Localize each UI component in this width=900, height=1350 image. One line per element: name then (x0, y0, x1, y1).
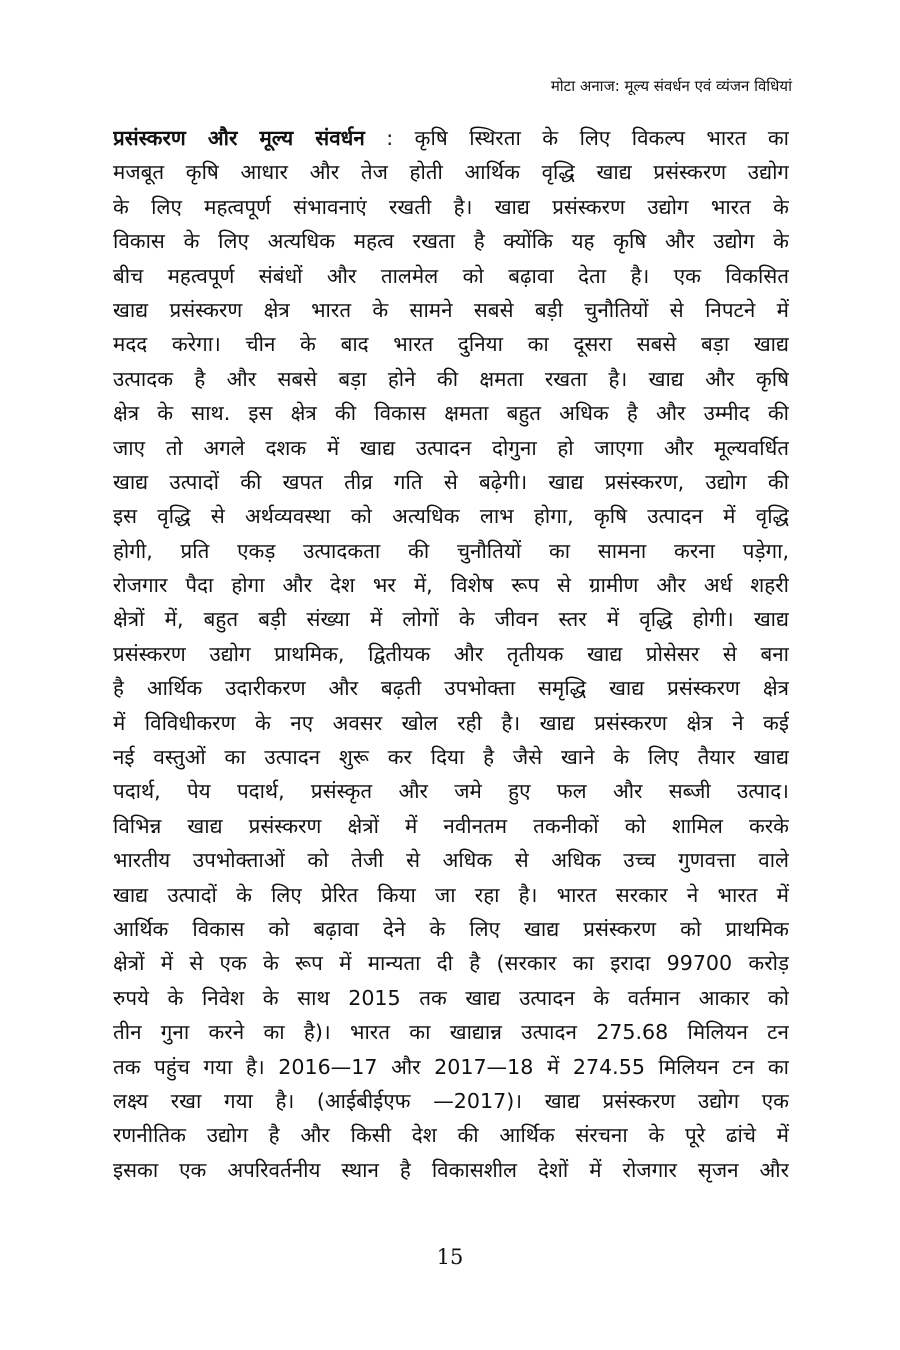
paragraph-line: के लिए महत्वपूर्ण संभावनाएं रखती है। खाद्य प्रसंस्करण उद्योग भारत के (113, 194, 789, 219)
paragraph-line: मजबूत कृषि आधार और तेज होती आर्थिक वृद्धि खाद्य प्रसंस्करण उद्योग (113, 160, 789, 185)
paragraph-line: खाद्य प्रसंस्करण क्षेत्र भारत के सामने सबसे बड़ी चुनौतियों से निपटने में (113, 297, 789, 322)
paragraph-line: होगी, प्रति एकड़ उत्पादकता की चुनौतियों का सामना करना पड़ेगा, (113, 538, 789, 563)
paragraph-line: मदद करेगा। चीन के बाद भारत दुनिया का दूसरा सबसे बड़ा खाद्य (113, 332, 789, 357)
paragraph-line-text: : कृषि स्थिरता के लिए विकल्प भारत का (386, 126, 789, 150)
paragraph-line: प्रसंस्करण उद्योग प्राथमिक, द्वितीयक और तृतीयक खाद्य प्रोसेसर से बना (113, 641, 789, 666)
paragraph-line: आर्थिक विकास को बढ़ावा देने के लिए खाद्य प्रसंस्करण को प्राथमिक (113, 916, 789, 941)
paragraph-line: लक्ष्य रखा गया है। (आईबीईएफ —2017)। खाद्य प्रसंस्करण उद्योग एक (113, 1088, 789, 1113)
paragraph-line (113, 121, 789, 155)
body-paragraph (113, 121, 789, 1187)
lead-term: प्रसंस्करण और मूल्य संवर्धन (113, 126, 365, 150)
paragraph-line: में विविधीकरण के नए अवसर खोल रही है। खाद्य प्रसंस्करण क्षेत्र ने कई (113, 710, 789, 735)
paragraph-line: खाद्य उत्पादों के लिए प्रेरित किया जा रहा है। भारत सरकार ने भारत में (113, 882, 789, 907)
paragraph-line: नई वस्तुओं का उत्पादन शुरू कर दिया है जैसे खाने के लिए तैयार खाद्य (113, 745, 789, 770)
paragraph-line: विकास के लिए अत्यधिक महत्व रखता है क्योंकि यह कृषि और उद्योग के (113, 229, 789, 254)
paragraph-line: क्षेत्रों में, बहुत बड़ी संख्या में लोगों के जीवन स्तर में वृद्धि होगी। खाद्य (113, 607, 789, 632)
paragraph-line: इसका एक अपरिवर्तनीय स्थान है विकासशील देशों में रोजगार सृजन और (113, 1157, 789, 1182)
paragraph-line: है आर्थिक उदारीकरण और बढ़ती उपभोक्ता समृद्धि खाद्य प्रसंस्करण क्षेत्र (113, 676, 789, 701)
paragraph-line: रुपये के निवेश के साथ 2015 तक खाद्य उत्पादन के वर्तमान आकार को (113, 985, 789, 1010)
paragraph-line: तीन गुना करने का है)। भारत का खाद्यान्न उत्पादन 275.68 मिलियन टन (113, 1020, 789, 1045)
paragraph-line: क्षेत्रों में से एक के रूप में मान्यता दी है (सरकार का इरादा 99700 करोड़ (113, 951, 789, 976)
paragraph-line: खाद्य उत्पादों की खपत तीव्र गति से बढ़ेगी। खाद्य प्रसंस्करण, उद्योग की (113, 469, 789, 494)
paragraph-line: बीच महत्वपूर्ण संबंधों और तालमेल को बढ़ावा देता है। एक विकसित (113, 263, 789, 288)
page-number: 15 (436, 1245, 464, 1269)
running-header: मोटा अनाज: मूल्य संवर्धन एवं व्यंजन विधियां (550, 77, 792, 95)
paragraph-line: क्षेत्र के साथ. इस क्षेत्र की विकास क्षमता बहुत अधिक है और उम्मीद की (113, 401, 789, 426)
paragraph-line: रोजगार पैदा होगा और देश भर में, विशेष रूप से ग्रामीण और अर्ध शहरी (113, 573, 789, 598)
paragraph-line: पदार्थ, पेय पदार्थ, प्रसंस्कृत और जमे हुए फल और सब्जी उत्पाद। (113, 779, 789, 804)
paragraph-line: विभिन्न खाद्य प्रसंस्करण क्षेत्रों में नवीनतम तकनीकों को शामिल करके (113, 813, 789, 838)
paragraph-line: जाए तो अगले दशक में खाद्य उत्पादन दोगुना हो जाएगा और मूल्यवर्धित (113, 435, 789, 460)
paragraph-line: उत्पादक है और सबसे बड़ा होने की क्षमता रखता है। खाद्य और कृषि (113, 366, 789, 391)
paragraph-line: इस वृद्धि से अर्थव्यवस्था को अत्यधिक लाभ होगा, कृषि उत्पादन में वृद्धि (113, 504, 789, 529)
paragraph-line: भारतीय उपभोक्ताओं को तेजी से अधिक से अधिक उच्च गुणवत्ता वाले (113, 848, 789, 873)
paragraph-line: तक पहुंच गया है। 2016—17 और 2017—18 में 274.55 मिलियन टन का (113, 1054, 789, 1079)
paragraph-line: रणनीतिक उद्योग है और किसी देश की आर्थिक संरचना के पूरे ढांचे में (113, 1123, 789, 1148)
